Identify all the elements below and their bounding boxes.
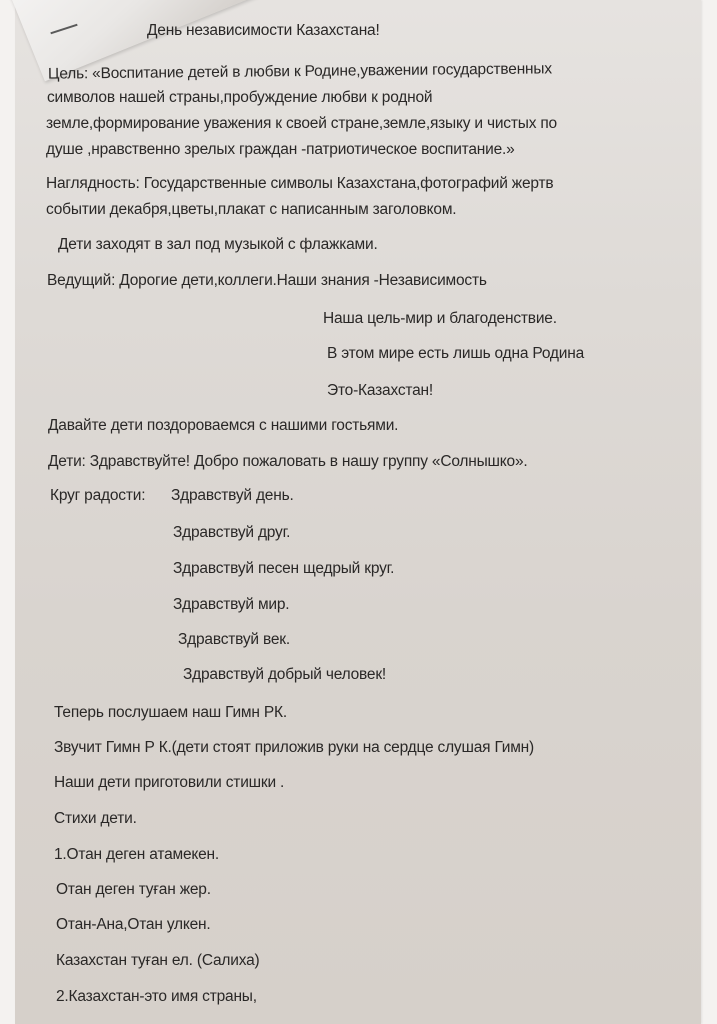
document-title: День независимости Казахстана! (147, 22, 380, 39)
visual-aids-line-2: событии декабря,цветы,плакат с написанным заголовком. (46, 201, 457, 218)
poem-line-1: 1.Отан деген атамекен. (54, 846, 220, 863)
circle-line-3: Здравствуй песен щедрый круг. (173, 560, 395, 577)
poems-label: Стихи дети. (54, 810, 137, 827)
entry-line: Дети заходят в зал под музыкой с флажками. (58, 236, 378, 253)
circle-line-2: Здравствуй друг. (173, 524, 291, 541)
visual-aids-line-1: Наглядность: Государственные символы Казахстана,фотографий жертв (46, 175, 554, 192)
poem-line-5: 2.Казахстан-это имя страны, (56, 988, 257, 1005)
poem-line-2: Отан деген туған жер. (56, 881, 211, 898)
poem-line-3: Отан-Ана,Отан улкен. (56, 916, 211, 933)
circle-line-5: Здравствуй век. (178, 631, 290, 648)
host-continuation-3: Это-Казахстан! (327, 382, 433, 399)
circle-line-4: Здравствуй мир. (173, 596, 290, 613)
greet-guests-line: Давайте дети поздороваемся с нашими гостьями. (48, 417, 399, 434)
poem-line-4: Казахстан туған ел. (Салиха) (56, 952, 260, 969)
goal-line-2: символов нашей страны,пробуждение любви к родной (47, 89, 433, 106)
anthem-plays-line: Звучит Гимн Р К.(дети стоят приложив руки на сердце слушая Гимн) (54, 739, 534, 756)
goal-line-4: душе ,нравственно зрелых граждан -патриотическое воспитание.» (46, 141, 515, 158)
host-line: Ведущий: Дорогие дети,коллеги.Наши знания -Независимость (47, 272, 487, 289)
goal-line-1: Цель: «Воспитание детей в любви к Родине,уважении государственных (47, 60, 552, 83)
host-continuation-1: Наша цель-мир и благоденствие. (323, 310, 557, 327)
host-continuation-2: В этом мире есть лишь одна Родина (327, 345, 584, 362)
goal-line-3: земле,формирование уважения к своей стране,земле,языку и чистых по (46, 115, 557, 132)
anthem-intro-line: Теперь послушаем наш Гимн РК. (54, 704, 287, 721)
circle-line-1: Здравствуй день. (171, 487, 294, 504)
circle-line-6: Здравствуй добрый человек! (183, 666, 387, 683)
circle-label: Круг радости: (50, 487, 146, 504)
poems-intro-line: Наши дети приготовили стишки . (54, 774, 285, 791)
children-greeting-line: Дети: Здравствуйте! Добро пожаловать в нашу группу «Солнышко». (48, 453, 528, 470)
